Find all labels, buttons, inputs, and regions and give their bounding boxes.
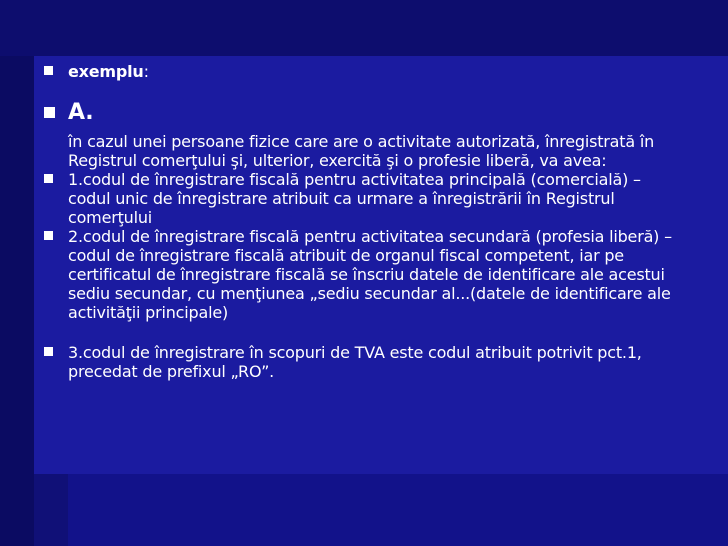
section-a-heading: A. <box>68 100 94 125</box>
background-strip <box>34 474 68 546</box>
square-bullet-icon <box>44 107 55 118</box>
exemplu-colon: : <box>143 62 149 81</box>
exemplu-label: exemplu <box>68 62 144 81</box>
bullet-item-a <box>44 100 684 126</box>
background-left <box>0 56 34 546</box>
square-bullet-icon <box>44 347 53 356</box>
point-1-text: 1.codul de înregistrare fiscală pentru activitatea principală (comercială) – codul unic de înregistrare atribuit ca urmare a înregistrării în Registrul comerţului <box>68 170 641 227</box>
background-top <box>0 0 728 56</box>
point-3-text: 3.codul de înregistrare în scopuri de TVA este codul atribuit potrivit pct.1, precedat de prefixul „RO”. <box>68 343 642 381</box>
bullet-item-point-2 <box>44 227 684 322</box>
paragraph-a: în cazul unei persoane fizice care are o activitate autorizată, înregistrată în Registrul comerţului şi, ulterior, exercită şi o profesie liberă, va avea: <box>68 132 655 170</box>
background-bottom <box>68 474 728 546</box>
square-bullet-icon <box>44 174 53 183</box>
bullet-item-point-1 <box>44 170 684 227</box>
square-bullet-icon <box>44 66 53 75</box>
slide-content <box>44 56 684 381</box>
bullet-item-point-3 <box>44 343 684 381</box>
bullet-item-exemplu <box>44 62 684 81</box>
square-bullet-icon <box>44 231 53 240</box>
point-2-text: 2.codul de înregistrare fiscală pentru activitatea secundară (profesia liberă) – codul de înregistrare fiscală atribuit de organul fiscal competent, iar pe certificatul de înregistrare fiscală se înscriu datele de identificare ale acestui sediu secundar, cu menţiunea „sediu secundar al...(datele de identificare ale activităţii principale) <box>68 227 672 322</box>
